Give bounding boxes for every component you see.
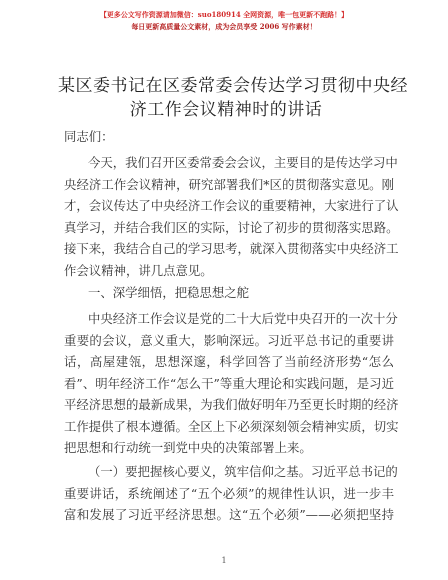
text-line: 才，会议传达了中央经济工作会议的重要精神，大家进行了认 <box>64 198 399 213</box>
text-line: 工作提供了根本遵循。全区上下必须深刻领会精神实质，切实 <box>64 418 399 434</box>
text-line: 央经济工作会议精神，研究部署我们*区的贯彻落实意见。刚 <box>64 176 394 192</box>
paragraph-intro <box>64 152 399 281</box>
title-line: 济工作会议精神时的讲话 <box>129 100 323 120</box>
text-line: 重要讲话，系统阐述了“五个必须”的规律性认识，进一步丰 <box>64 485 394 501</box>
page-number: 1 <box>221 556 227 565</box>
text-line: 真学习，并结合我们区的实际，讨论了初步的贯彻落实思路。 <box>64 219 399 235</box>
text-line: 重要的会议，意义重大，影响深远。习近平总书记的重要讲 <box>64 332 394 348</box>
text-line: 中央经济工作会议是党的二十大后党中央召开的一次十分 <box>88 311 398 326</box>
document-title <box>58 74 408 122</box>
text-line: 话，高屋建瓴，思想深邃，科学回答了当前经济形势“怎么 <box>64 354 394 369</box>
paragraph-section1 <box>64 308 399 459</box>
text-line: 作会议精神，讲几点意见。 <box>64 262 213 278</box>
text-line: 接下来，我结合自己的学习思考，就深入贯彻落实中央经济工 <box>64 241 399 256</box>
text-line: 今天，我们召开区委常委会会议，主要目的是传达学习中 <box>88 155 398 170</box>
title-line: 某区委书记在区委常委会传达学习贯彻中央经 <box>58 76 408 96</box>
text-line: 看”、明年经济工作“怎么干”等重大理论和实践问题，是习近 <box>64 375 394 391</box>
text-line: 把思想和行动统一到党中央的决策部署上来。 <box>64 440 312 455</box>
section-heading: 一、深学细悟，把稳思想之舵 <box>88 285 250 300</box>
text-line: （一）要把握核心要义，筑牢信仰之基。习近平总书记的 <box>88 464 398 479</box>
greeting: 同志们： <box>64 129 114 144</box>
text-line: 富和发展了习近平经济思想。这“五个必须”——必须把坚持 <box>64 507 394 522</box>
promo-banner-line: 【更多公文写作资源请加微信：suo180914 全网资源，唯一包更新不跑路！】 <box>99 10 349 19</box>
promo-subline: 每日更新高质量公文素材，成为会员享受 2006 写作素材！ <box>131 22 317 31</box>
text-line: 平经济思想的最新成果，为我们做好明年乃至更长时期的经济 <box>64 397 399 412</box>
paragraph-subsection1 <box>64 461 398 526</box>
